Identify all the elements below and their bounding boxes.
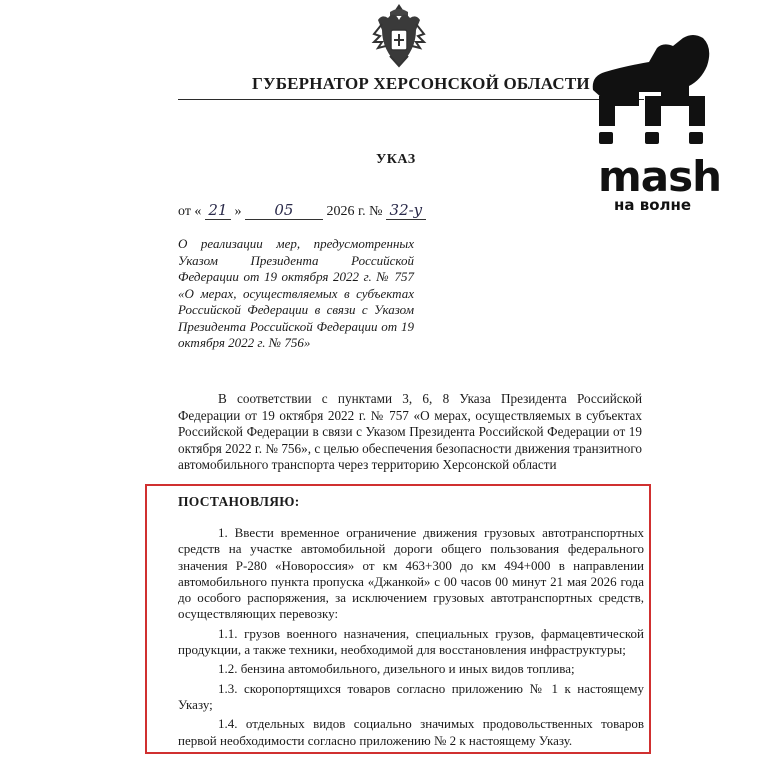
decree-subject: О реализации мер, предусмотренных Указом Президента Российской Федерации от 19 октября 2022 г. № 757 «О мерах, осуществляемых в субъектах Российской Федерации в связи с Указом Президента Российской Федерации от 19 октября 2022 г. № 756»: [178, 236, 414, 350]
decree-item: 1. Ввести временное ограничение движения грузовых автотранспортных средств на участке автомобильной дороги общего пользования федерального значения Р-280 «Новороссия» от км 463+300 до км 494+000 в направлении автомобильного пункта пропуска «Джанкой» с 00 часов 00 минут 21 мая 2026 года до особого распоряжения, за исключением грузовых автотранспортных средств, осуществляющих перевозку:: [178, 525, 644, 622]
date-day: 21: [205, 201, 231, 220]
date-year: 2026 г.: [326, 204, 366, 219]
date-prefix: от «: [178, 204, 202, 219]
decree-item: 1.4. отдельных видов социально значимых продовольственных товаров первой необходимости согласно приложению № 2 к настоящему Указу.: [178, 716, 644, 748]
governor-title: ГУБЕРНАТОР ХЕРСОНСКОЙ ОБЛАСТИ: [252, 74, 590, 93]
date-close-quote: »: [234, 204, 242, 219]
document-type-title: УКАЗ: [376, 152, 416, 167]
decree-items: [178, 525, 644, 752]
decree-preamble: В соответствии с пунктами 3, 6, 8 Указа Президента Российской Федерации от 19 октября 2022 г. № 757 «О мерах, осуществляемых в субъектах Российской Федерации в связи с Указом Президента Российской Федерации от 19 октября 2022 г. № 756», с целью обеспечения безопасности движения транзитного автомобильного транспорта через территорию Херсонской области: [178, 391, 642, 472]
coat-of-arms-icon: [368, 2, 430, 72]
decree-date-line: [178, 201, 426, 220]
decree-heading: ПОСТАНОВЛЯЮ:: [178, 494, 300, 509]
decree-item: 1.1. грузов военного назначения, специальных грузов, фармацевтической продукции, а также техники, необходимой для восстановления инфраструктуры;: [178, 625, 644, 658]
date-month: 05: [245, 201, 323, 220]
number-label: №: [369, 204, 383, 219]
decree-number: 32-у: [386, 201, 426, 220]
mash-subtitle: на волне: [614, 196, 692, 214]
decree-item: 1.3. скоропортящихся товаров согласно приложению № 1 к настоящему Указу;: [178, 680, 644, 712]
header-divider: [178, 99, 644, 100]
mash-brand: mash: [598, 152, 722, 201]
decree-item: 1.2. бензина автомобильного, дизельного и иных видов топлива;: [218, 661, 575, 677]
